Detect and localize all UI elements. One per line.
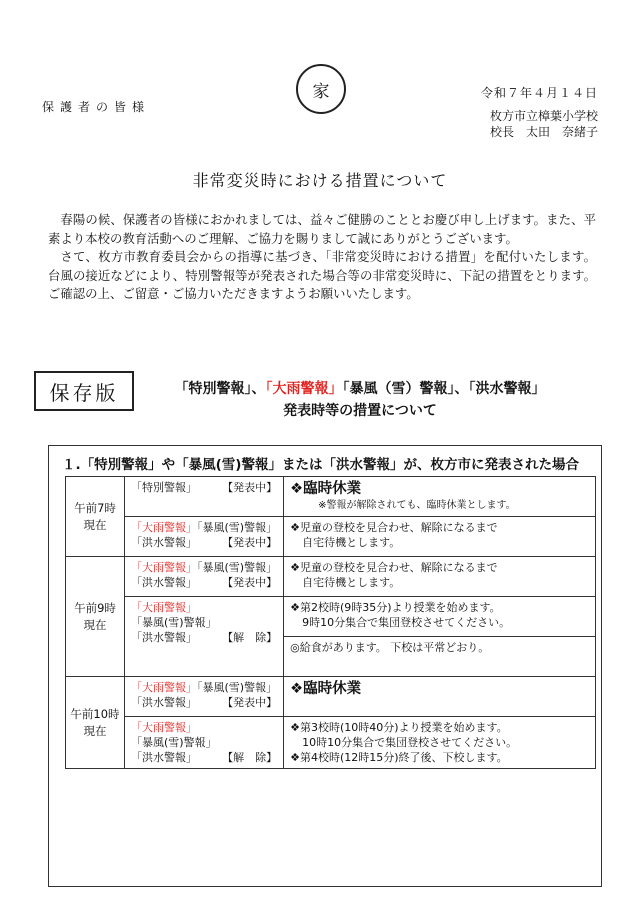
table-row	[66, 517, 596, 557]
closure-notice: ❖臨時休業	[290, 481, 362, 497]
warning-name: 「洪水警報」	[131, 696, 197, 709]
time-label: 現在	[83, 617, 107, 632]
condition-line	[131, 480, 277, 495]
home-stamp: 家	[296, 64, 346, 114]
condition-cell	[125, 597, 284, 677]
time-label: 午前7時	[74, 500, 116, 515]
warning-names	[131, 560, 277, 575]
condition-cell	[125, 557, 284, 597]
warning-names	[131, 695, 197, 710]
warning-status: 【発表中】	[222, 481, 278, 494]
issue-date: 令和７年４月１４日	[480, 86, 598, 100]
heavy-rain-warning: 「大雨警報」	[131, 721, 197, 734]
warning-name: 「暴風(雪)警報」	[197, 521, 278, 534]
headline-line-2: 発表時等の措置について	[283, 403, 437, 419]
time-label: 現在	[83, 723, 107, 738]
measures-headline	[140, 378, 580, 422]
addressee: 保護者の皆様	[42, 100, 151, 114]
heavy-rain-warning: 「大雨警報」	[131, 521, 197, 534]
table-row	[66, 477, 596, 517]
warning-status: 【発表中】	[222, 536, 278, 549]
action-text: ❖第2校時(9時35分)より授業を始めます。	[290, 601, 501, 614]
table-row	[66, 717, 596, 769]
warning-name: 「特別警報」	[131, 481, 197, 494]
condition-line	[131, 720, 277, 735]
action-text: ※警報が解除されても、臨時休業とします。	[318, 500, 516, 511]
warning-names	[131, 575, 197, 590]
time-cell	[66, 677, 125, 769]
warning-name: 「洪水警報」	[131, 631, 197, 644]
table-row	[66, 597, 596, 637]
warning-name: 「洪水警報」	[131, 536, 197, 549]
action-cell	[284, 477, 596, 517]
warning-names	[131, 680, 277, 695]
condition-line	[131, 520, 277, 535]
warning-name: 「暴風(雪)警報」	[131, 616, 217, 629]
action-text: ❖第3校時(10時40分)より授業を始めます。	[290, 721, 508, 734]
condition-line	[131, 630, 277, 645]
time-cell	[66, 557, 125, 677]
action-text: ❖児童の登校を見合わせ、解除になるまで	[290, 521, 498, 534]
warning-name: 「暴風(雪)警報」	[131, 736, 217, 749]
closure-notice: ❖臨時休業	[290, 681, 362, 697]
warning-names	[131, 615, 217, 630]
condition-line	[131, 560, 277, 575]
time-label: 現在	[83, 517, 107, 532]
body-paragraph-1: 春陽の候、保護者の皆様におかれましては、益々ご健勝のこととお慶び申し上げます。また、平素より本校の教育活動へのご理解、ご協力を賜りまして誠にありがとうございます。	[48, 212, 596, 246]
time-cell	[66, 477, 125, 557]
condition-line	[131, 680, 277, 695]
condition-line	[131, 695, 277, 710]
warning-names	[131, 480, 197, 495]
headline-line-1	[140, 378, 580, 400]
body-paragraph-2: さて、枚方市教育委員会からの指導に基づき、「非常変災時における措置」を配付いたします。台風の接近などにより、特別警報等が発表された場合等の非常変災時に、下記の措置をとります。ご確認の上、ご留意・ご協力いただきますようお願いいたします。	[48, 249, 596, 302]
warning-names	[131, 535, 197, 550]
warning-names	[131, 630, 197, 645]
warning-name: 「洪水警報」	[131, 751, 197, 764]
warning-name: 「洪水警報」	[131, 576, 197, 589]
condition-line	[131, 535, 277, 550]
action-cell	[284, 517, 596, 557]
warning-status: 【発表中】	[222, 576, 278, 589]
condition-line	[131, 735, 277, 750]
letter-body	[48, 211, 596, 304]
time-label: 午前9時	[74, 600, 116, 615]
action-text: 9時10分集合で集団登校させてください。	[302, 616, 511, 629]
action-text: 10時10分集合で集団登校させてください。	[302, 736, 518, 749]
warning-status: 【解 除】	[222, 751, 278, 764]
warning-name: 「暴風(雪)警報」	[197, 681, 278, 694]
warning-names	[131, 600, 197, 615]
action-cell	[284, 677, 596, 717]
time-label: 午前10時	[70, 706, 120, 721]
table-row	[66, 677, 596, 717]
action-text: 自宅待機とします。	[302, 576, 401, 589]
action-text: ❖児童の登校を見合わせ、解除になるまで	[290, 561, 498, 574]
sender-block	[490, 108, 598, 140]
condition-cell	[125, 517, 284, 557]
warning-names	[131, 520, 277, 535]
heavy-rain-warning: 「大雨警報」	[131, 561, 197, 574]
heavy-rain-warning: 「大雨警報」	[131, 601, 197, 614]
warning-status: 【解 除】	[222, 631, 278, 644]
warning-names	[131, 720, 197, 735]
action-cell	[284, 717, 596, 769]
condition-line	[131, 615, 277, 630]
condition-cell	[125, 677, 284, 717]
warning-names	[131, 750, 197, 765]
table-row	[66, 557, 596, 597]
warning-names	[131, 735, 217, 750]
headline-text: 「暴風（雪）警報」、「洪水警報」	[342, 381, 546, 397]
save-label: 保存版	[34, 371, 134, 411]
action-text: 自宅待機とします。	[302, 536, 401, 549]
action-cell	[284, 597, 596, 637]
condition-line	[131, 575, 277, 590]
headline-red-text: 「大雨警報」	[265, 381, 343, 397]
school-name: 枚方市立樟葉小学校	[489, 109, 598, 123]
warning-status: 【発表中】	[222, 696, 278, 709]
section-1-title: １.「特別警報」や「暴風(雪)警報」または「洪水警報」が、枚方市に発表された場合	[62, 457, 579, 473]
principal-name: 校長 太田 奈緒子	[489, 125, 598, 139]
warning-name: 「暴風(雪)警報」	[197, 561, 278, 574]
lunch-note: ◎給食があります。 下校は平常どおり。	[284, 637, 596, 677]
action-text: ❖第4校時(12時15分)終了後、下校します。	[290, 751, 508, 764]
condition-cell	[125, 717, 284, 769]
document-title: 非常変災時における措置について	[192, 171, 448, 190]
condition-line	[131, 750, 277, 765]
action-cell	[284, 557, 596, 597]
heavy-rain-warning: 「大雨警報」	[131, 681, 197, 694]
measures-table	[65, 476, 596, 769]
condition-cell	[125, 477, 284, 517]
condition-line	[131, 600, 277, 615]
headline-text: 「特別警報」、	[174, 381, 266, 397]
